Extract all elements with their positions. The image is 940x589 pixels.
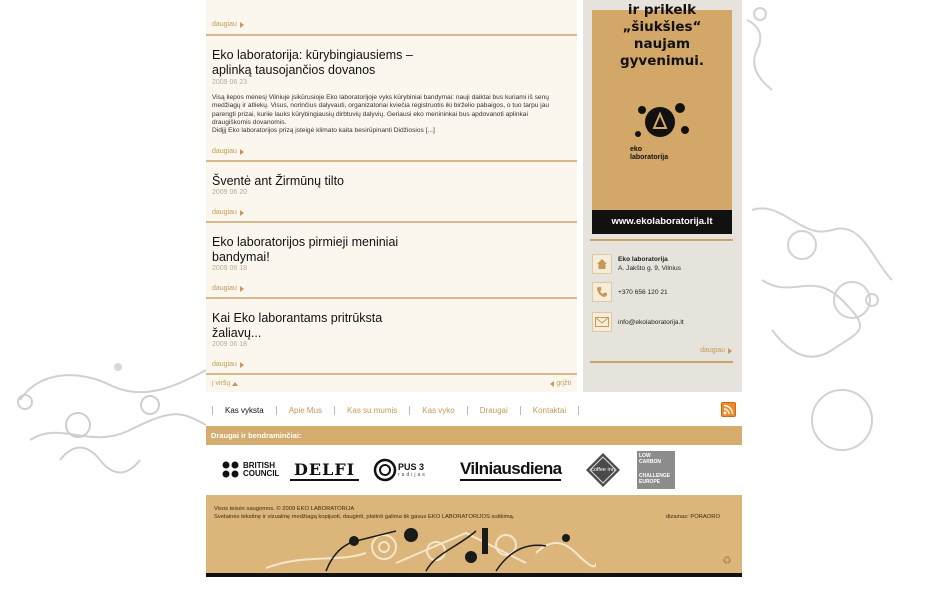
nav-apie-mus[interactable]: Apie Mus [276, 406, 334, 415]
arrow-right-icon [240, 22, 244, 28]
lcc-line: CHALLENGE [639, 473, 671, 479]
back-to-top-link[interactable] [212, 380, 238, 387]
page-container [206, 0, 742, 589]
top-more-link[interactable] [212, 21, 244, 28]
post-date: 2009 06 18 [212, 265, 248, 272]
divider [206, 297, 577, 299]
home-icon [592, 254, 612, 274]
ad-logo-text [630, 146, 668, 162]
more-label: daugiau [212, 148, 237, 155]
opus-subtitle: radijas [398, 471, 427, 478]
lcc-line: EUROPE [639, 479, 661, 485]
arrow-right-icon [240, 210, 244, 216]
divider [206, 373, 577, 375]
phone-text: +370 656 120 21 [618, 288, 668, 296]
opus-circle-icon [370, 458, 400, 482]
usage-notice: Svetainės tekstinę ir vizualinę medžiagą kopijuoti, dauginti, platinti galima tik gavus EKO LABORATORIJOS sutikimą. [214, 514, 515, 520]
more-label: daugiau [212, 285, 237, 292]
org-name: Eko laboratorija [618, 256, 668, 263]
nav-kas-su-mumis[interactable]: Kas su mumis [334, 406, 409, 415]
eko-lab-ad-banner[interactable] [592, 2, 732, 234]
post-title[interactable]: Šventė ant Žirmūnų tilto [212, 174, 345, 188]
post-more-link[interactable] [212, 148, 244, 155]
post-date: 2009 06 23 [212, 79, 248, 86]
sidebar [583, 0, 742, 392]
address-block [618, 255, 681, 273]
opus-text [398, 463, 427, 478]
post-more-link[interactable] [212, 361, 244, 368]
contact-email[interactable] [592, 312, 684, 332]
british-council-dots-icon [222, 461, 240, 479]
nav-draugai[interactable]: Draugai [467, 406, 520, 415]
arrow-right-icon [240, 149, 244, 155]
ad-url[interactable]: www.ekolaboratorija.lt [592, 210, 732, 234]
post-more-link[interactable] [212, 209, 244, 216]
partners-logos [206, 445, 742, 495]
nav-kas-vyko[interactable]: Kas vyko [409, 406, 466, 415]
back-link[interactable] [550, 380, 571, 387]
recycle-icon: ♻ [722, 555, 732, 567]
divider [206, 221, 577, 223]
email-text[interactable]: info@ekolaboratorija.lt [618, 318, 684, 326]
ad-logo-line: laboratorija [630, 154, 669, 161]
footer-bottom-bar [206, 573, 742, 577]
more-label: daugiau [212, 361, 237, 368]
british-council-line: BRITISH [243, 461, 275, 470]
divider [206, 160, 577, 162]
mail-icon [592, 312, 612, 332]
ad-line: gyvenimui. [619, 53, 705, 69]
address-text: A. Jakšto g. 9, Vilnius [618, 265, 681, 272]
contact-address [592, 254, 681, 274]
low-carbon-challenge-logo[interactable] [637, 451, 675, 489]
post-date: 2009 06 18 [212, 341, 248, 348]
footer [206, 495, 742, 573]
post-excerpt: Visą liepos mėnesį Vilniuje įsikūrusioje Eko laboratorijoje vyks kūrybiniai bandymai: nauji daiktai bus kuriami iš senų medžiagų ir atliekų. Visus, norinčius dalyvauti, organizatoriai kviečia registruotis iki birželio pabaigos, o tuo tarpu jau parengti prizai, kuriie lauks kūrybingiausių dirbtuvių dalyvių. Geriausi eko menininkai bus apdovanoti aplinkai draugiškomis dovanomis. [212, 94, 550, 127]
arrow-right-icon [240, 362, 244, 368]
post-title[interactable]: Eko laboratorija: kūrybingiausiems – aplinką tausojančios dovanos [212, 48, 413, 77]
nav-kas-vyksta[interactable]: Kas vyksta [212, 406, 276, 415]
bottom-nav [206, 396, 742, 424]
right-decoration [742, 0, 940, 460]
ad-slogan [592, 2, 732, 70]
news-list [206, 0, 577, 392]
british-council-text [243, 462, 279, 478]
rss-icon[interactable] [721, 402, 736, 417]
left-decoration [0, 330, 206, 490]
post-date: 2009 06 20 [212, 189, 248, 196]
british-council-logo[interactable] [222, 455, 279, 485]
back-to-top-label: į viršų [212, 380, 231, 387]
arrow-left-icon [550, 381, 554, 387]
ad-line: „šiukšles“ [622, 19, 702, 35]
low-carbon-badge [637, 451, 675, 489]
more-label: daugiau [700, 347, 725, 354]
arrow-right-icon [728, 348, 732, 354]
contact-more-link[interactable] [700, 347, 732, 354]
ad-line: ir prikelk [627, 2, 697, 18]
lcc-line: CARBON [639, 459, 661, 465]
vilniaus-diena-text: Vilniausdiena [460, 459, 561, 481]
ad-line: naujam [633, 36, 691, 52]
footer-machinery-illustration [266, 523, 596, 573]
back-label: grįžti [556, 380, 571, 387]
phone-icon [592, 282, 612, 302]
arrow-right-icon [240, 286, 244, 292]
post-excerpt-continued: Didįjį Eko laboratorijos prizą įsteigė klimato kaita besirūpinanti Didžiosios [...] [212, 127, 435, 134]
eko-lab-logo-icon [630, 100, 694, 148]
opus-name: PUS 3 [398, 461, 425, 472]
opus3-logo[interactable] [370, 455, 427, 485]
divider [206, 34, 577, 36]
ad-logo-line: eko [630, 146, 643, 153]
more-label: daugiau [212, 209, 237, 216]
arrow-up-icon [232, 382, 238, 386]
divider [590, 239, 733, 241]
partners-title: Draugai ir bendraminčiai: [206, 426, 742, 445]
contact-phone [592, 282, 668, 302]
post-more-link[interactable] [212, 285, 244, 292]
copyright-text: Visos teisės saugomos. © 2009 EKO LABORATORIJA [214, 506, 355, 512]
coffee-inn-text: coffee inn [591, 467, 615, 473]
nav-kontaktai[interactable]: Kontaktai [520, 406, 579, 415]
coffee-inn-logo[interactable] [585, 455, 621, 485]
lcc-line: LOW [639, 453, 651, 459]
divider [590, 361, 733, 363]
post-title[interactable]: Kai Eko laborantams pritrūksta žaliavų... [212, 311, 383, 340]
more-label: daugiau [212, 21, 237, 28]
design-credit[interactable]: dizainas: PORAORO [665, 514, 720, 520]
post-title[interactable]: Eko laboratorijos pirmieji meniniai bandymai! [212, 235, 399, 264]
vilniaus-diena-logo[interactable] [460, 455, 561, 485]
british-council-line: COUNCIL [243, 469, 280, 478]
delfi-logo[interactable] [290, 455, 359, 485]
delfi-text: DELFI [290, 460, 359, 481]
